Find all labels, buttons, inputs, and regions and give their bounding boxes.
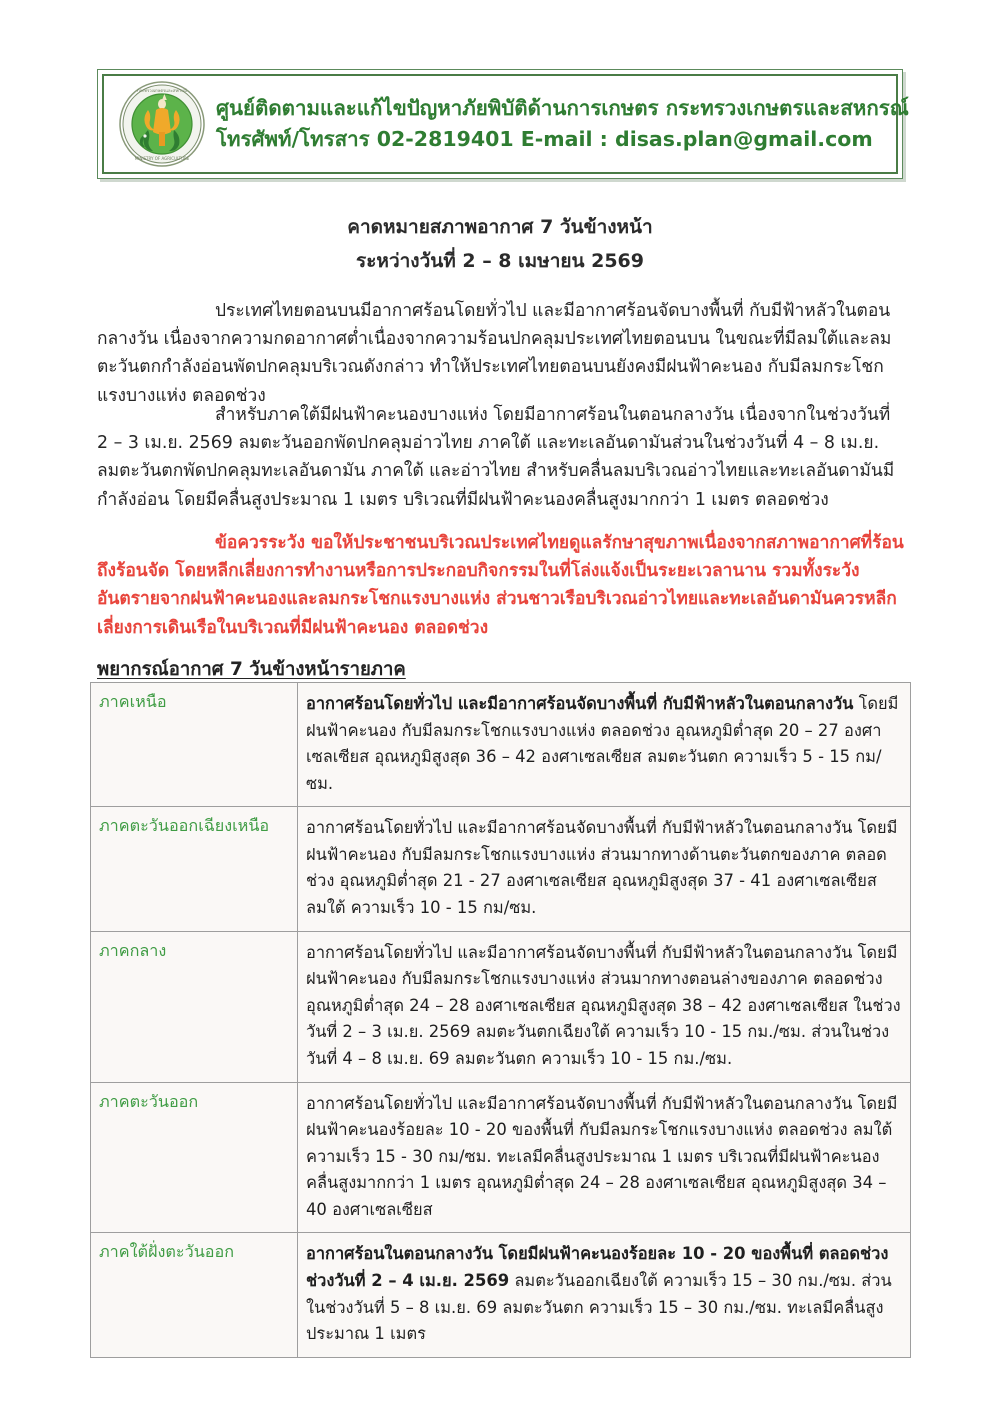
region-label: ภาคตะวันออกเฉียงเหนือ (91, 807, 298, 931)
table-row (91, 931, 911, 1082)
forecast-table-body (91, 683, 911, 1358)
region-forecast-detail (298, 807, 911, 931)
document-date-range: ระหว่างวันที่ 2 – 8 เมษายน 2569 (356, 250, 644, 272)
ministry-seal-icon (118, 80, 206, 168)
forecast-lead-text: อากาศร้อนโดยทั่วไป และมีอากาศร้อนจัดบางพื้นที่ กับมีฟ้าหลัวในตอนกลางวัน (306, 694, 854, 713)
letterhead-content (104, 76, 909, 172)
document-title: คาดหมายสภาพอากาศ 7 วันข้างหน้า (347, 216, 653, 238)
table-row (91, 1233, 911, 1357)
forecast-body-text: โดยมีฝนฟ้าคะนอง กับมีลมกระโชกแรงบางแห่ง ตลอดช่วง อุณหภูมิต่ำสุด 20 – 27 องศาเซลเซียส อุณหภูมิสูงสุด 36 – 42 องศาเซลเซียส ลมตะวันตก ความเร็ว 5 - 15 กม/ซม. (306, 694, 899, 793)
region-label: ภาคเหนือ (91, 683, 298, 807)
letterhead-inner-border (102, 74, 909, 174)
regional-forecast-table (90, 682, 911, 1358)
region-label: ภาคกลาง (91, 931, 298, 1082)
paragraph-southern-thailand: สำหรับภาคใต้มีฝนฟ้าคะนองบางแห่ง โดยมีอากาศร้อนในตอนกลางวัน เนื่องจากในช่วงวันที่ 2 – 3 เม.ย. 2569 ลมตะวันออกพัดปกคลุมอ่าวไทย ภาคใต้ และทะเลอันดามันส่วนในช่วงวันที่ 4 – 8 เม.ย. ลมตะวันตกพัดปกคลุมทะเลอันดามัน ภาคใต้ และอ่าวไทย สำหรับคลื่นลมบริเวณอ่าวไทยและทะเลอันดามันมีกำลังอ่อน โดยมีคลื่นสูงประมาณ 1 เมตร บริเวณที่มีฝนฟ้าคะนองคลื่นสูงมากกว่า 1 เมตร ตลอดช่วง (97, 405, 895, 510)
forecast-body-text: อากาศร้อนโดยทั่วไป และมีอากาศร้อนจัดบางพื้นที่ กับมีฟ้าหลัวในตอนกลางวัน โดยมีฝนฟ้าคะนอง กับมีลมกระโชกแรงบางแห่ง ส่วนมากทางตอนล่างของภาค ตลอดช่วง อุณหภูมิต่ำสุด 24 – 28 องศาเซลเซียส อุณหภูมิสูงสุด 38 – 42 องศาเซลเซียส ในช่วงวันที่ 2 – 3 เม.ย. 2569 ลมตะวันตกเฉียงใต้ ความเร็ว 10 - 15 กม./ซม. ส่วนในช่วงวันที่ 4 – 8 เม.ย. 69 ลมตะวันตก ความเร็ว 10 - 15 กม./ซม. (306, 942, 901, 1068)
region-forecast-detail (298, 931, 911, 1082)
region-forecast-detail (298, 683, 911, 807)
forecast-body-text: อากาศร้อนโดยทั่วไป และมีอากาศร้อนจัดบางพื้นที่ กับมีฟ้าหลัวในตอนกลางวัน โดยมีฝนฟ้าคะนอง กับมีลมกระโชกแรงบางแห่ง ส่วนมากทางด้านตะวันตกของภาค ตลอดช่วง อุณหภูมิต่ำสุด 21 - 27 องศาเซลเซียส อุณหภูมิสูงสุด 37 - 41 องศาเซลเซียส ลมใต้ ความเร็ว 10 - 15 กม/ซม. (306, 818, 898, 918)
table-row (91, 1082, 911, 1233)
letterhead-text-block (216, 95, 909, 153)
organization-name: ศูนย์ติดตามและแก้ไขปัญหาภัยพิบัติด้านการเกษตร กระทรวงเกษตรและสหกรณ์ (216, 95, 909, 120)
svg-text:กระทรวงเกษตรและสหกรณ์: กระทรวงเกษตรและสหกรณ์ (137, 88, 187, 93)
organization-contact: โทรศัพท์/โทรสาร 02-2819401 E-mail : disas.plan@gmail.com (216, 127, 873, 151)
region-label: ภาคใต้ฝั่งตะวันออก (91, 1233, 298, 1357)
forecast-body-text: อากาศร้อนโดยทั่วไป และมีอากาศร้อนจัดบางพื้นที่ กับมีฟ้าหลัวในตอนกลางวัน โดยมีฝนฟ้าคะนองร้อยละ 10 - 20 ของพื้นที่ กับมีลมกระโชกแรงบางแห่ง ตลอดช่วง ลมใต้ ความเร็ว 15 - 30 กม/ซม. ทะเลมีคลื่นสูงประมาณ 1 เมตร บริเวณที่มีฝนฟ้าคะนองคลื่นสูงมากกว่า 1 เมตร อุณหภูมิต่ำสุด 24 – 28 องศาเซลเซียส อุณหภูมิสูงสุด 34 – 40 องศาเซลเซียส (306, 1093, 898, 1219)
letterhead-box (97, 69, 909, 179)
region-forecast-detail (298, 1233, 911, 1357)
paragraph-warning: ข้อควรระวัง ขอให้ประชาชนบริเวณประเทศไทยดูแลรักษาสุขภาพเนื่องจากสภาพอากาศที่ร้อนถึงร้อนจัด โดยหลีกเลี่ยงการทำงานหรือการประกอบกิจกรรมในที่โล่งแจ้งเป็นระยะเวลานาน รวมทั้งระวังอันตรายจากฝนฟ้าคะนองและลมกระโชกแรงบางแห่ง ส่วนชาวเรือบริเวณอ่าวไทยและทะเลอันดามันควรหลีกเลี่ยงการเดินเรือในบริเวณที่มีฝนฟ้าคะนอง ตลอดช่วง (97, 533, 904, 638)
forecast-lead-text: อากาศร้อนในตอนกลางวัน โดยมีฝนฟ้าคะนองร้อยละ 10 - 20 ของพื้นที่ ตลอดช่วง ช่วงวันที่ 2 – 4 เม.ย. 2569 (306, 1244, 889, 1290)
table-row (91, 683, 911, 807)
region-forecast-detail (298, 1082, 911, 1233)
forecast-body-text: ลมตะวันออกเฉียงใต้ ความเร็ว 15 – 30 กม./ซม. ส่วนในช่วงวันที่ 5 – 8 เม.ย. 69 ลมตะวันตก ความเร็ว 15 – 30 กม./ซม. ทะเลมีคลื่นสูงประมาณ 1 เมตร (306, 1270, 892, 1344)
region-label: ภาคตะวันออก (91, 1082, 298, 1233)
paragraph-upper-thailand: ประเทศไทยตอนบนมีอากาศร้อนโดยทั่วไป และมีอากาศร้อนจัดบางพื้นที่ กับมีฟ้าหลัวในตอนกลางวัน เนื่องจากความกดอากาศต่ำเนื่องจากความร้อนปกคลุมประเทศไทยตอนบน ในขณะที่มีลมใต้และลมตะวันตกกำลังอ่อนพัดปกคลุมบริเวณดังกล่าว ทำให้ประเทศไทยตอนบนยังคงมีฝนฟ้าคะนอง กับมีลมกระโชกแรงบางแห่ง ตลอดช่วง (97, 301, 892, 406)
svg-text:MINISTRY OF AGRICULTURE: MINISTRY OF AGRICULTURE (134, 156, 190, 161)
forecast-section-heading: พยากรณ์อากาศ 7 วันข้างหน้ารายภาค (97, 659, 406, 680)
table-row (91, 807, 911, 931)
